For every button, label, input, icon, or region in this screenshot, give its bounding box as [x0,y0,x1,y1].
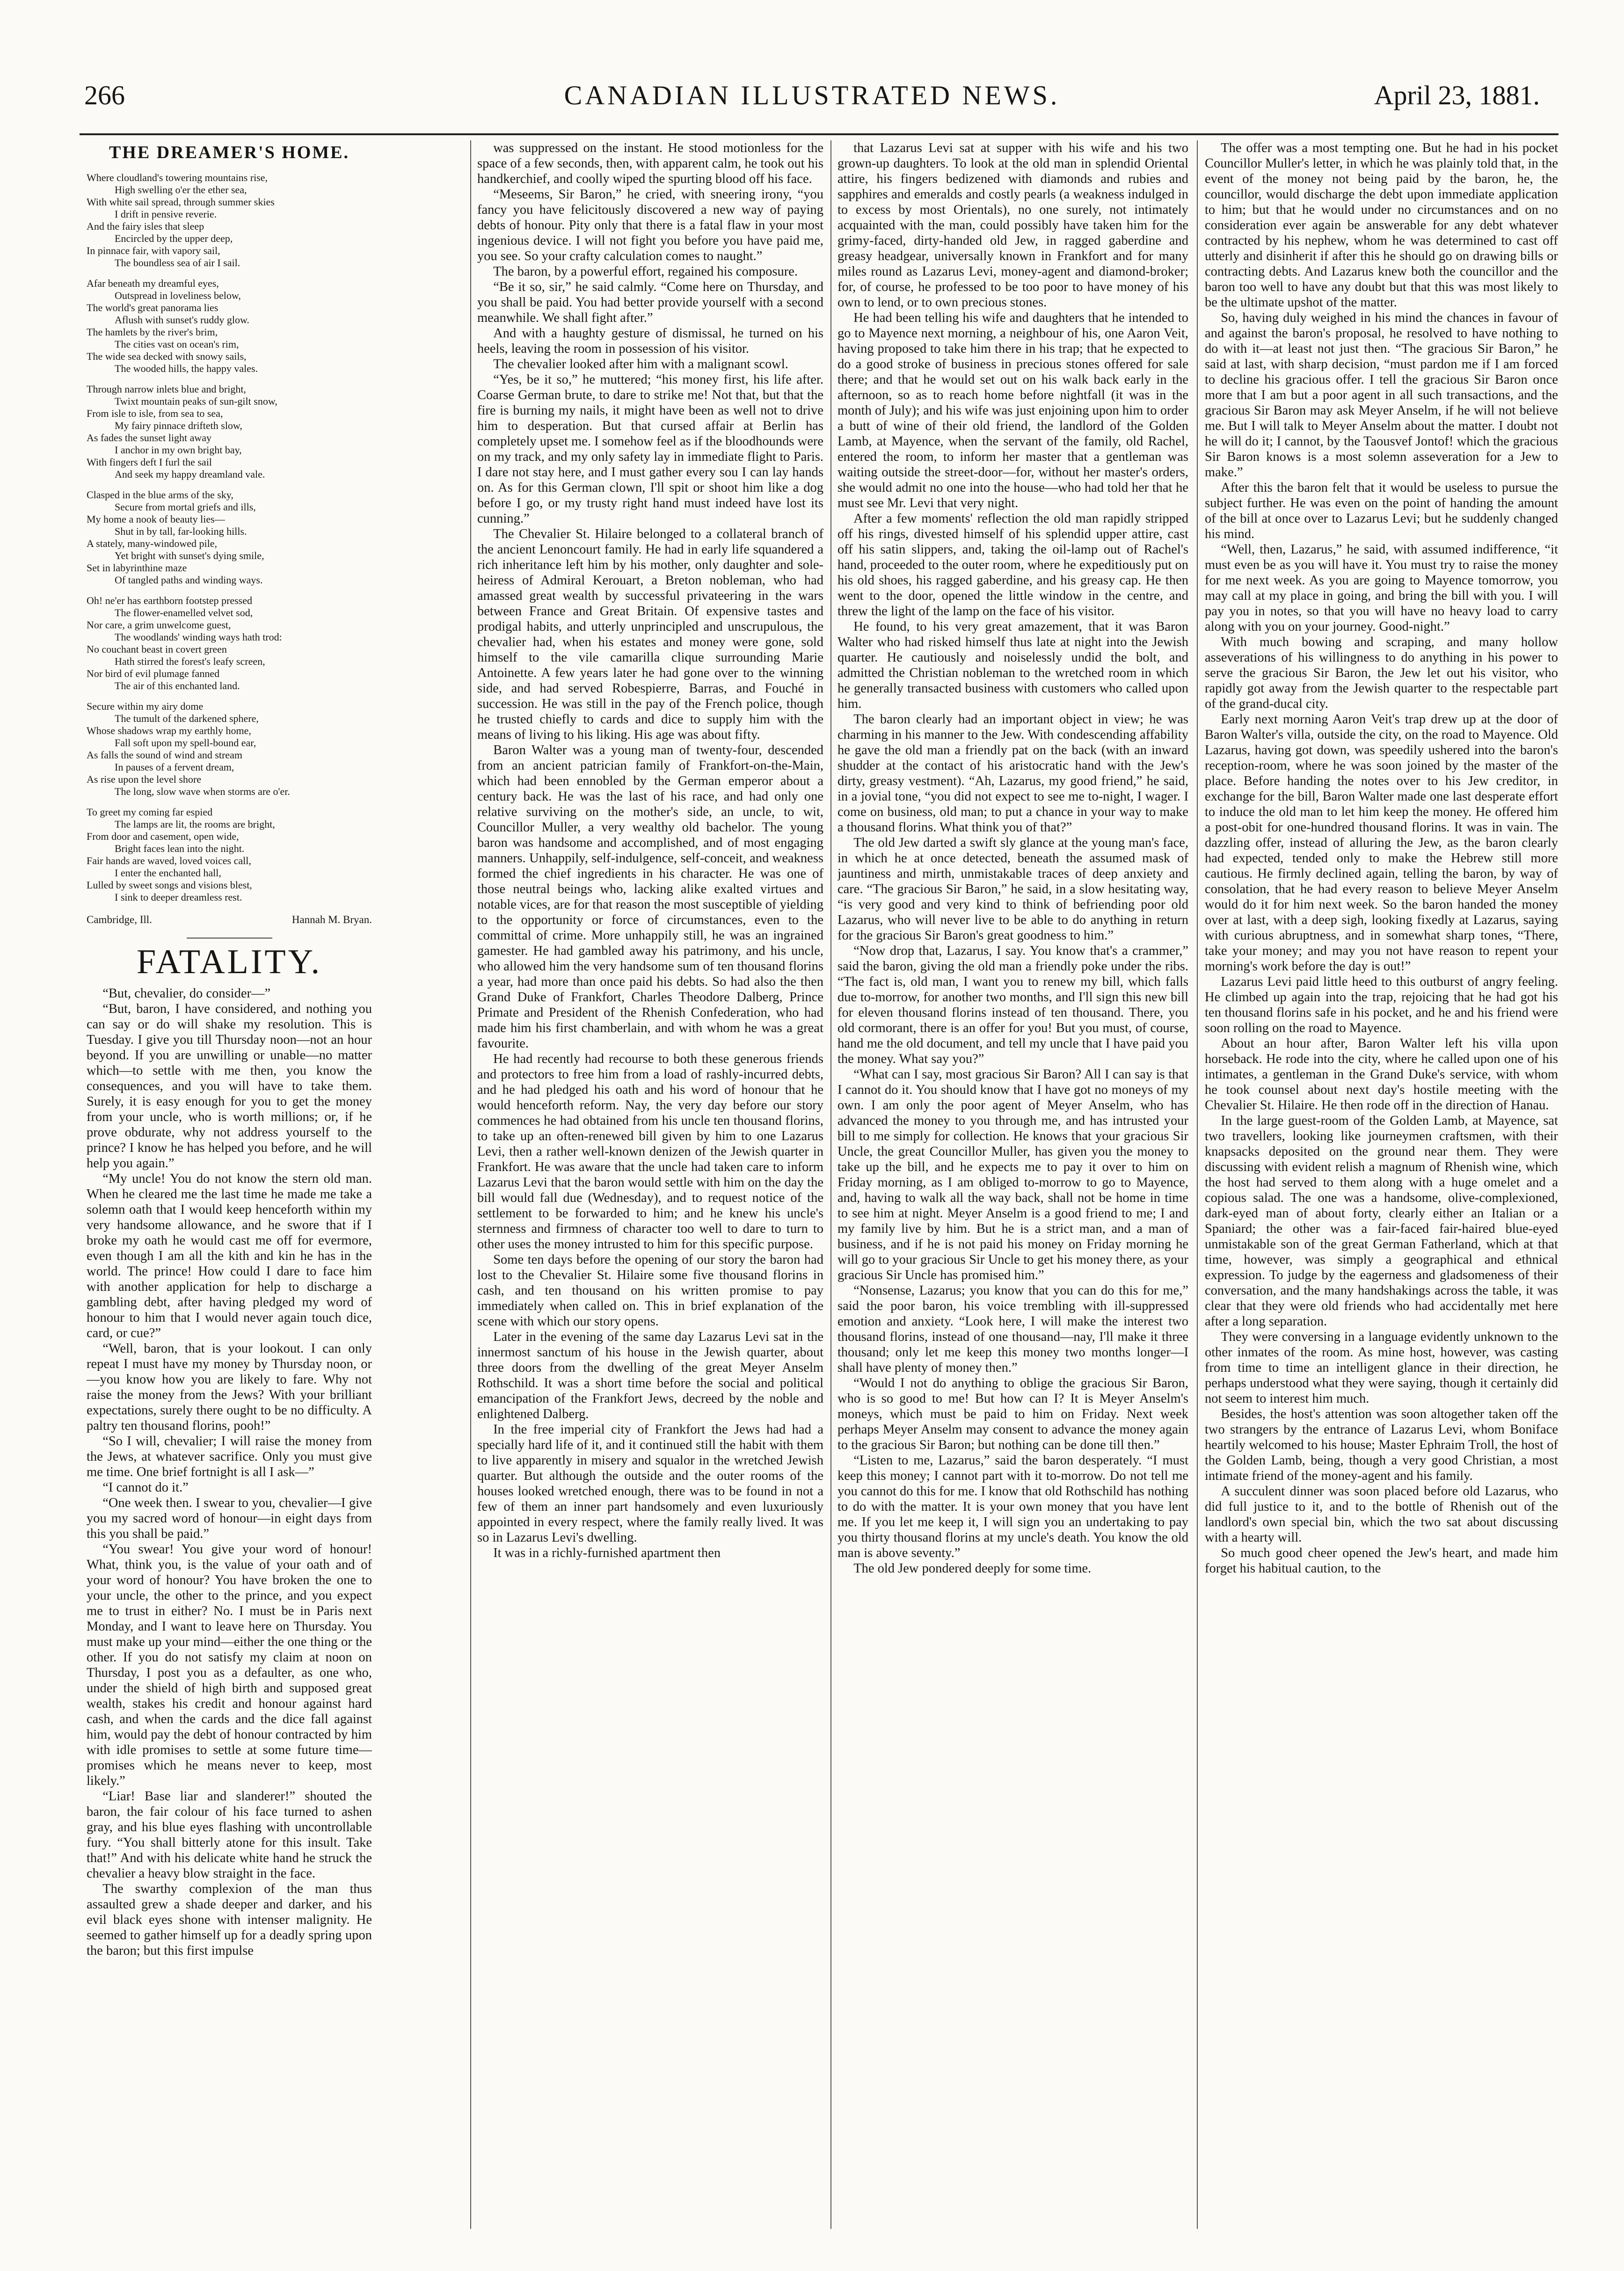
poem-line: Fall soft upon my spell-bound ear, [115,737,256,749]
poem-title: THE DREAMER'S HOME. [109,143,350,162]
poem-line: My fairy pinnace drifteth slow, [115,420,242,431]
poem-stanza [87,172,372,269]
paragraph: Some ten days before the opening of our story the baron had lost to the Chevalier St. Hilaire some five thousand florins in cash, and ten thousand on his written promise to pay immediately when called on. This in brief explanation of the scene with which our story opens. [477,1252,823,1329]
poem-line: Set in labyrinthine maze [87,562,187,574]
poem-stanza [87,277,372,375]
paragraph: About an hour after, Baron Walter left his villa upon horseback. He rode into the city, where he called upon one of his intimates, a gentleman in the Grand Duke's service, with whom he took counsel about next day's hostile meeting with the Chevalier St. Hilaire. He then rode off in the direction of Hanau. [1205,1036,1558,1113]
paragraph: They were conversing in a language evidently unknown to the other inmates of the room. As mine host, however, was casting from time to time an intelligent glance in their direction, he perhaps understood what they were saying, though it certainly did not seem to interest him much. [1205,1330,1558,1406]
poem-line: I enter the enchanted hall, [115,867,221,879]
poem-line: Fair hands are waved, loved voices call, [87,855,251,866]
paragraph: So, having duly weighed in his mind the chances in favour of and against the baron's proposal, he resolved to have nothing to do with it—at least not just then. “The gracious Sir Baron,” he said at last, with sharp decision, “must pardon me if I am forced to decline his gracious offer. I tell the gracious Sir Baron once more that I am but a poor agent in all such transactions, and the gracious Sir Baron may ask Meyer Anselm, if he will not believe me. But I will talk to Meyer Anselm about the matter. I doubt not he will do it; I cannot, by the Taousvef Jontof! which the gracious Sir Baron knows is a most solemn asseveration for a Jew to make.” [1205,311,1558,480]
poem-stanza [87,806,372,903]
poem-line: I drift in pensive reverie. [115,208,217,220]
paragraph: “Meseems, Sir Baron,” he cried, with sneering irony, “you fancy you have felicitously discovered a new way of paying debts of honour. Pity only that there is a fatal flaw in your most ingenious device. I will not fight you before you have paid me, you see. So your crafty calculation comes to naught.” [477,187,823,263]
paragraph: The swarthy complexion of the man thus assaulted grew a shade deeper and darker, and his evil black eyes shone with intenser malignity. He seemed to gather himself up for a deadly spring upon the baron; but this first impulse [87,1882,372,1958]
poem-line: I sink to deeper dreamless rest. [115,891,242,903]
poem-line: The cities vast on ocean's rim, [115,338,239,350]
poem-line: My home a nook of beauty lies— [87,513,225,525]
paragraph: “My uncle! You do not know the stern old man. When he cleared me the last time he made me take a solemn oath that I would keep henceforth within my very handsome allowance, and he swore that if I broke my oath he would cast me off for evermore, even though I am all the kith and kin he has in the world. The prince! How could I dare to face him with another application for help to discharge a gambling debt, after having pledged my word of honour to him that I would never again touch dice, card, or cue?” [87,1172,372,1340]
paragraph: The Chevalier St. Hilaire belonged to a collateral branch of the ancient Lenoncourt family. He had in early life squandered a rich inheritance left him by his mother, only daughter and sole-heiress of Admiral Kerouart, a Breton nobleman, who had amassed great wealth by successful privateering in the wars between France and Great Britain. Of expensive tastes and prodigal habits, and utterly unprincipled and unscrupulous, the chevalier had, when his estates and money were gone, sold himself to the vile camarilla clique surrounding Marie Antoinette. A few years later he had gone over to the winning side, and had served Robespierre, Barras, and Fouché in succession. He was still in the pay of the French police, though he trusted chiefly to cards and dice to supply him with the means of living to his liking. His age was about fifty. [477,527,823,742]
paragraph: Baron Walter was a young man of twenty-four, descended from an ancient patrician family of Frankfort-on-the-Main, which had been ennobled by the German emperor about a century back. He was the last of his race, and had only one relative surviving on the mother's side, an uncle, to wit, Councillor Muller, a very wealthy old bachelor. The young baron was handsome and accomplished, and of most engaging manners. Unhappily, self-indulgence, self-conceit, and weakness formed the chief ingredients in his character. He was one of those neutral beings who, lacking alike exalted virtues and notable vices, are for that reason the most susceptible of yielding to the opportunity or force of circumstances, even to the committal of crime. More unhappily still, he was an ingrained gamester. He had gambled away his patrimony, and his uncle, who allowed him the very handsome sum of ten thousand florins a year, had more than once paid his debts. So had also the then Grand Duke of Frankfort, Charles Theodore Dalberg, Prince Primate and President of the Rhenish Confederation, who had made him his first chamberlain, and with whom he was a great favourite. [477,743,823,1051]
paragraph: Early next morning Aaron Veit's trap drew up at the door of Baron Walter's villa, outside the city, on the road to Mayence. Old Lazarus, having got down, was speedily ushered into the baron's reception-room, where he was soon joined by the master of the place. Before handing the notes over to his Jew creditor, in exchange for the bill, Baron Walter made one last desperate effort to induce the old man to let him keep the money. He offered him a post-obit for one-hundred thousand florins. It was in vain. The dazzling offer, instead of alluring the Jew, as the baron clearly had expected, tended only to make the Hebrew still more cautious. He firmly declined again, telling the baron, by way of consolation, that he had every reason to believe Meyer Anselm would do it for him next week. So the baron handed the money over at last, with a deep sigh, looking fixedly at Lazarus, saying with curious abruptness, and in somewhat sharp tones, “There, take your money; and may you not have reason to repent your morning's work before the day is out!” [1205,712,1558,974]
page-number: 266 [84,80,125,110]
paragraph: It was in a richly-furnished apartment then [493,1546,721,1560]
paragraph: “One week then. I swear to you, chevalier—I give you my sacred word of honour—in eight days from this you shall be paid.” [87,1496,372,1541]
paragraph: “Yes, be it so,” he muttered; “his money first, his life after. Coarse German brute, to dare to strike me! Not that, but that the fire is burning my nails, it might have been as well not to drive him to desperation. But that cursed affair at Berlin has completely upset me. I somehow feel as if the bloodhounds were on my track, and my only safety lay in immediate flight to Paris. I dare not stay here, and I must gather every sou I can lay hands on. As for this German clown, I'll spit or shoot him like a dog before I go, or my trusty right hand must indeed have lost its cunning.” [477,372,823,526]
poem-line: The wide sea decked with snowy sails, [87,350,247,362]
column-2 [477,140,823,2248]
paragraph: The old Jew darted a swift sly glance at the young man's face, in which he at once detected, beneath the assumed mask of jauntiness and mirth, unmistakable traces of deep anxiety and care. “The gracious Sir Baron,” he said, in a slow hesitating way, “is very good and very kind to think of befriending poor old Lazarus, who will never live to be able to do anything in return for the gracious Sir Baron's great goodness to him.” [837,836,1188,943]
paragraph: “I cannot do it.” [102,1480,189,1495]
paragraph: The offer was a most tempting one. But he had in his pocket Councillor Muller's letter, in which he was plainly told that, in the event of the money not being paid by the baron, he, the councillor, would discharge the debt upon immediate application to him; but that he would under no circumstances and on no consideration ever again be answerable for any debt whatever contracted by his nephew, whom he was determined to cast off utterly and disinherit if after this he should go on drawing bills or contracting debts. And Lazarus knew both the councillor and the baron too well to have any doubt but that this was most likely to be the ultimate upshot of the matter. [1205,141,1558,310]
poem-line: Yet bright with sunset's dying smile, [115,550,264,561]
paragraph: The baron clearly had an important object in view; he was charming in his manner to the Jew. With condescending affability he gave the old man a friendly pat on the back (with an inward shudder at the contact of his aristocratic hand with the Jew's dirty, greasy vestment). “Ah, Lazarus, my good friend,” he said, in a jovial tone, “you did not expect to see me to-night, I wager. I come on business, old man; to put a chance in your way to make a thousand florins. What think you of that?” [837,712,1188,835]
poem-line: With fingers deft I furl the sail [87,456,212,468]
poem-line: Twixt mountain peaks of sun-gilt snow, [115,395,277,407]
poem-line: Bright faces lean into the night. [115,843,245,854]
column-4 [1205,140,1558,2248]
poem-line: High swelling o'er the ether sea, [115,184,247,196]
poem-line: The tumult of the darkened sphere, [115,713,259,724]
paragraph: “Well, baron, that is your lookout. I can only repeat I must have my money by Thursday noon, or—you know how you are likely to fare. Why not raise the money from the Jews? With your brilliant expectations, surely there ought to be no difficulty. A paltry ten thousand florins, pooh!” [87,1341,372,1433]
paragraph: He had recently had recourse to both these generous friends and protectors to free him from a load of rashly-incurred debts, and he had pledged his oath and his word of honour that he would henceforth reform. Nay, the very day before our story commences he had obtained from his uncle ten thousand florins, to take up an often-renewed bill given by him to one Lazarus Levi, then a rather well-known denizen of the Jewish quarter in Frankfort. He was aware that the uncle had taken care to inform Lazarus Levi that the baron would settle with him on the day the bill would fall due (Wednesday), and to request notice of the settlement to be forwarded to him; and he knew his uncle's sternness and firmness of character too well to dare to turn to other uses the money intrusted to him for this specific purpose. [477,1052,823,1252]
poem-line: As falls the sound of wind and stream [87,749,242,761]
paragraph: “But, chevalier, do consider—” [102,986,271,1001]
poem-place: Cambridge, Ill. [87,914,152,925]
poem-line: Where cloudland's towering mountains rise, [87,172,268,183]
poem-stanza [87,595,372,692]
poem-line: The boundless sea of air I sail. [115,257,240,269]
poem-line: Nor bird of evil plumage fanned [87,668,220,679]
paragraph: With much bowing and scraping, and many hollow asseverations of his willingness to do anything in his power to serve the gracious Sir Baron, the Jew let out his visitor, who rapidly got away from the Jewish quarter to the respectable part of the grand-ducal city. [1205,635,1558,711]
paragraph: “So I will, chevalier; I will raise the money from the Jews, at whatever sacrifice. Only you must give me time. One brief fortnight is all I ask—” [87,1434,372,1479]
column-divider [830,140,831,2229]
header-rule [80,133,1558,135]
paragraph: He had been telling his wife and daughters that he intended to go to Mayence next morning, a neighbour of his, one Aaron Veit, having proposed to take him there in his trap; that he expected to do a good stroke of business in precious stones offered for sale there; and that he would set out on his walk back early in the afternoon, so as to reach home before nightfall (it was in the month of July); and his wife was just enjoining upon him to order a butt of wine of their old friend, the landlord of the Golden Lamb, at Mayence, when the servant of the family, old Rachel, entered the room, to inform her master that a gentleman was waiting outside the street-door—for, without her master's orders, she would admit no one into the house—who had told her that he must see Mr. Levi that very night. [837,311,1188,510]
poem-signature [87,912,372,927]
paragraph: “Listen to me, Lazarus,” said the baron desperately. “I must keep this money; I cannot part with it to-morrow. Do not tell me you cannot do this for me. I know that old Rothschild has nothing to do with the matter. It is your own money that you have lent me. If you let me keep it, I will sign you an undertaking to pay you thirty thousand florins at my uncle's death. You know the old man is above seventy.” [837,1453,1188,1560]
poem-line: The woodlands' winding ways hath trod: [115,631,282,643]
paragraph: He found, to his very great amazement, that it was Baron Walter who had risked himself thus late at night into the Jewish quarter. He cautiously and noiselessly undid the bolt, and admitted the Christian nobleman to the wretched room in which he generally transacted business with customers who called upon him. [837,619,1188,711]
paragraph: “Well, then, Lazarus,” he said, with assumed indifference, “it must even be as you will have it. You must try to raise the money for me next week. As you are going to Mayence tomorrow, you may call at my place in going, and bring the bill with you. I will pay you in notes, so that you will have no heavy load to carry along with you on your journey. Good-night.” [1205,542,1558,634]
poem-line: With white sail spread, through summer skies [87,196,275,208]
poem-line: To greet my coming far espied [87,806,213,818]
paragraph: After a few moments' reflection the old man rapidly stripped off his rings, divested himself of his splendid upper attire, cast off his satin slippers, and, taking the oil-lamp out of Rachel's hand, proceeded to the outer room, where he expeditiously put on his old shoes, his ragged gaberdine, and his greasy cap. He then went to the door, opened the little window in the centre, and threw the light of the lamp on the face of his visitor. [837,511,1188,619]
section-divider [187,938,272,939]
paragraph: that Lazarus Levi sat at supper with his wife and his two grown-up daughters. To look at the old man in splendid Oriental attire, his fingers bedizened with diamonds and rubies and sapphires and emeralds and costly pearls (a weakness indulged in to excess by most Orientals), no one surely, not intimately acquainted with the man, could possibly have taken him for the grimy-faced, dirty-handed old Jew, in ragged gaberdine and greasy headgear, universally known in Frankfort and for many miles round as Lazarus Levi, money-agent and diamond-broker; for, of course, he professed to be too poor to have money of his own to lend, or to own precious stones. [837,141,1188,310]
paragraph: The baron, by a powerful effort, regained his composure. [493,264,798,279]
poem-line: As fades the sunset light away [87,432,211,444]
poem-line: The hamlets by the river's brim, [87,326,218,338]
poem-line: The air of this enchanted land. [115,680,240,691]
paragraph: “Be it so, sir,” he said calmly. “Come here on Thursday, and you shall be paid. You had better provide yourself with a second meanwhile. We shall fight after.” [477,280,823,325]
paragraph: “Now drop that, Lazarus, I say. You know that's a crammer,” said the baron, giving the old man a friendly poke under the ribs. “The fact is, old man, I want you to renew my bill, which falls due to-morrow, for another two months, and I'll sign this new bill for eleven thousand florins instead of ten thousand. There, you old cormorant, there is an offer for you! But you must, of course, hand me the old document, and tell my uncle that I have paid you the money. What say you?” [837,944,1188,1066]
poem-line: The wooded hills, the happy vales. [115,363,258,374]
column-1-text [87,986,372,1958]
paragraph: A succulent dinner was soon placed before old Lazarus, who did full justice to it, and to the bottle of Rhenish out of the landlord's own special bin, which the two sat about discussing with a hearty will. [1205,1484,1558,1545]
story-title: FATALITY. [136,943,322,981]
column-1 [87,140,372,2248]
poem-line: As rise upon the level shore [87,773,201,785]
paragraph: “Nonsense, Lazarus; you know that you can do this for me,” said the poor baron, his voice trembling with ill-suppressed emotion and anxiety. “Look here, I will make the interest two thousand florins, instead of one thousand—nay, I'll make it three thousand; only let me keep this money two months longer—I shall have plenty of money then.” [837,1283,1188,1375]
poem-line: Secure within my airy dome [87,700,204,712]
poem-line: Nor care, a grim unwelcome guest, [87,619,231,631]
paragraph: The chevalier looked after him with a malignant scowl. [493,357,788,371]
paragraph: “What can I say, most gracious Sir Baron? All I can say is that I cannot do it. You should know that I have got no moneys of my own. I am only the poor agent of Meyer Anselm, who has advanced the money to you through me, and has intrusted your bill to me simply for collection. He knows that your gracious Sir Uncle, the great Councillor Muller, has given you the money to take up the bill, and he expects me to pay it over to him on Friday morning, as I am obliged to-morrow to go to Mayence, and, having to walk all the way back, shall not be home in time to see him at night. Meyer Anselm is a good friend to me; I and my family live by him. But he is a strict man, and a man of business, and if he is not paid his money on Friday morning he will go to your gracious Sir Uncle to get his money there, as your gracious Sir Uncle has promised him.” [837,1067,1188,1282]
issue-date: April 23, 1881. [1374,80,1540,110]
poem-line: Of tangled paths and winding ways. [115,574,263,586]
poem-line: Aflush with sunset's ruddy glow. [115,314,249,326]
poem-line: Shut in by tall, far-looking hills. [115,525,247,537]
poem-line: And seek my happy dreamland vale. [115,468,265,480]
paragraph: was suppressed on the instant. He stood motionless for the space of a few seconds, then, with apparent calm, he took out his handkerchief, and coolly wiped the spurting blood off his face. [477,141,823,186]
poem-line: The lamps are lit, the rooms are bright, [115,818,275,830]
paragraph: After this the baron felt that it would be useless to pursue the subject further. He was even on the point of handing the amount of the bill at once over to Lazarus Levi; but he suddenly changed his mind. [1205,480,1558,541]
poem-line: The flower-enamelled velvet sod, [115,607,253,619]
poem-line: Encircled by the upper deep, [115,233,233,244]
poem-line: I anchor in my own bright bay, [115,444,242,456]
poem-author: Hannah M. Bryan. [291,914,372,925]
paragraph: “Liar! Base liar and slanderer!” shouted the baron, the fair colour of his face turned to ashen gray, and his blue eyes flashing with uncontrollable fury. “You shall bitterly atone for this insult. Take that!” And with his delicate white hand he struck the chevalier a heavy blow straight in the face. [87,1789,372,1881]
poem-line: In pinnace fair, with vapory sail, [87,245,220,256]
poem-line: Afar beneath my dreamful eyes, [87,277,219,289]
paragraph: “You swear! You give your word of honour! What, think you, is the value of your oath and of your word of honour? You have broken the one to your uncle, the other to the prince, and you expect me to trust in either? No. I must be in Paris next Monday, and I want to leave here on Thursday. You must make up your mind—either the one thing or the other. If you do not satisfy my claim at noon on Thursday, I post you as a defaulter, as one who, under the shield of high birth and supposed great wealth, stakes his credit and honour against hard cash, and when the cards and the dice fall against him, would pay the debt of honour contracted by him with idle promises to settle at some future time—promises which he means never to keep, most likely.” [87,1542,372,1788]
poem-line: In pauses of a fervent dream, [115,761,234,773]
paragraph: And with a haughty gesture of dismissal, he turned on his heels, leaving the room in possession of his visitor. [477,326,823,356]
poem-line: Whose shadows wrap my earthly home, [87,725,251,736]
paragraph: Lazarus Levi paid little heed to this outburst of angry feeling. He climbed up again into the trap, rejoicing that he had got his ten thousand florins safe in his pocket, and he and his friend were soon rolling on the road to Mayence. [1205,975,1558,1035]
poem-line: Hath stirred the forest's leafy screen, [115,655,265,667]
publication-title: CANADIAN ILLUSTRATED NEWS. [564,80,1060,110]
column-divider [1197,140,1198,2229]
poem-stanza [87,700,372,798]
paragraph: The old Jew pondered deeply for some time. [853,1561,1092,1576]
poem-line: From door and casement, open wide, [87,830,239,842]
column-divider [470,140,471,2229]
poem-body [87,172,372,903]
paragraph: “Would I not do anything to oblige the gracious Sir Baron, who is so good to me! But how can I? It is Meyer Anselm's moneys, which must be paid to him on Friday. Next week perhaps Meyer Anselm may consent to advance the money again to the gracious Sir Baron; but nothing can be done till then.” [837,1376,1188,1452]
poem-line: Outspread in loveliness below, [115,290,241,301]
poem-line: Clasped in the blue arms of the sky, [87,489,233,501]
poem-line: From isle to isle, from sea to sea, [87,408,223,419]
paragraph: Besides, the host's attention was soon altogether taken off the two strangers by the entrance of Lazarus Levi, whom Boniface heartily welcomed to his house; Master Ephraim Troll, the host of the Golden Lamb, being, though a very good Christian, a most intimate friend of the money-agent and his family. [1205,1407,1558,1483]
poem-line: And the fairy isles that sleep [87,220,204,232]
paragraph: Later in the evening of the same day Lazarus Levi sat in the innermost sanctum of his house in the Jewish quarter, about three doors from the dwelling of the great Meyer Anselm Rothschild. It was a short time before the social and political emancipation of the Frankfort Jews, decreed by the noble and enlightened Dalberg. [477,1330,823,1421]
column-3 [837,140,1188,2248]
poem-stanza [87,383,372,480]
poem-line: No couchant beast in covert green [87,643,227,655]
poem-stanza [87,489,372,586]
poem-line: A stately, many-windowed pile, [87,538,218,549]
page-header [66,70,1558,126]
paragraph: In the free imperial city of Frankfort the Jews had had a specially hard life of it, and it continued still the habit with them to live apparently in misery and squalor in the wretched Jewish quarter. But although the outside and the outer rooms of the houses looked wretched enough, there was to be found in not a few of them an inner part handsomely and even luxuriously appointed in every respect, where the family really lived. It was so in Lazarus Levi's dwelling. [477,1422,823,1545]
poem-line: Through narrow inlets blue and bright, [87,383,246,395]
paragraph: So much good cheer opened the Jew's heart, and made him forget his habitual caution, to the [1205,1546,1558,1576]
poem-line: Lulled by sweet songs and visions blest, [87,879,252,891]
paragraph: “But, baron, I have considered, and nothing you can say or do will shake my resolution. This is Tuesday. I give you till Thursday noon—not an hour beyond. If you are unwilling or unable—no matter which—to settle with me then, you know the consequences, and you will have to take them. Surely, it is easy enough for you to get the money from your uncle, who is worth millions; or, if he prove obdurate, why not address yourself to the prince? I know he has helped you before, and he will help you again.” [87,1002,372,1171]
poem-line: The long, slow wave when storms are o'er. [115,786,290,797]
poem-line: Oh! ne'er has earthborn footstep pressed [87,595,253,606]
poem-line: The world's great panorama lies [87,302,218,313]
poem-line: Secure from mortal griefs and ills, [115,501,256,513]
paragraph: In the large guest-room of the Golden Lamb, at Mayence, sat two travellers, looking like journeymen craftsmen, with their knapsacks deposited on the ground near them. They were discussing with evident relish a magnum of Rhenish wine, which the host had served to them along with a huge omelet and a copious salad. The one was a handsome, olive-complexioned, dark-eyed man of about forty, clearly either an Italian or a Spaniard; the other was a fair-faced fair-haired blue-eyed unmistakable son of the great German Fatherland, which at that time, however, was simply a geographical and ethnical expression. To judge by the eagerness and gladsomeness of their conversation, and the many handshakings across the table, it was clear that they were old friends who had accidentally met here after a long separation. [1205,1114,1558,1329]
